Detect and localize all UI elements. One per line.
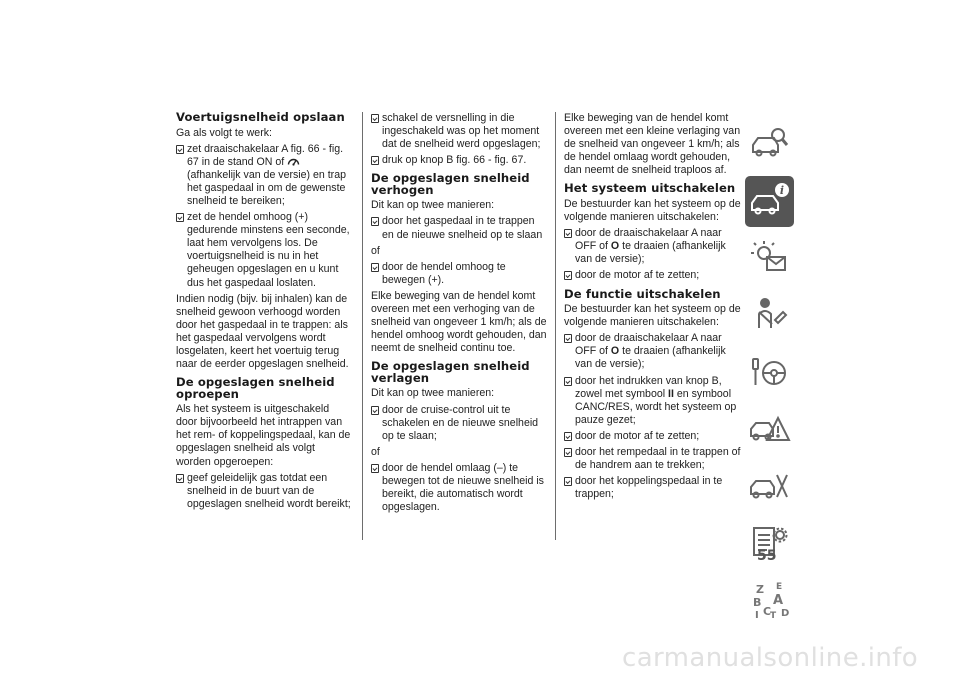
tab-car-info[interactable] [745,176,794,227]
list-item-text: door de cruise-control uit te schakelen en de nieuwe snelheid op te slaan; [382,403,539,442]
index-letter-c: C [763,605,772,618]
list-item-text: schakel de versnelling in die ingeschakeld was op het moment dat de snelheid werd opgeslagen; [382,112,541,151]
list-item-text: te draaien (afhankelijk van de versie); [575,240,726,266]
index-letter-a: A [773,593,784,608]
section-heading: De opgeslagen snelheid verhogen [371,171,530,197]
svg-text:i: i [779,184,785,197]
list-item-text: te draaien (afhankelijk van de versie); [575,345,726,371]
checkbox-bullet-icon [371,114,379,123]
checkbox-bullet-icon [371,217,379,226]
checkbox-bullet-icon [564,377,572,386]
list-item-text: door de hendel omlaag (–) te bewegen tot de nieuwe snelheid is bereikt, die automatisch wordt opgeslagen. [382,461,544,514]
paragraph: De bestuurder kan het systeem op de volgende manieren uitschakelen: [564,303,741,329]
list-item-text: druk op knop B fig. 66 - fig. 67. [382,154,527,167]
list-item-text: door de motor af te zetten; [575,429,700,442]
car-search-icon [745,119,794,170]
index-letter-e: E [776,582,783,592]
seatbelt-person-icon [745,290,794,341]
paragraph: of [371,244,380,257]
list-item-text: (afhankelijk van de versie) en trap het gaspedaal in om de gewenste snelheid te bereiken; [187,168,346,207]
list-item-text: door het rempedaal in te trappen of de handrem aan te trekken; [575,445,741,472]
list-item-text: door het gaspedaal in te trappen en de nieuwe snelheid op te slaan [382,215,543,241]
car-tools-icon [745,461,794,512]
column-3 [564,112,744,504]
tab-seatbelt-person[interactable] [745,290,794,341]
checkbox-bullet-icon [564,477,572,486]
list-item [371,112,549,151]
column-divider [555,112,556,540]
column-2 [371,112,549,517]
section-heading: De functie uitschakelen [564,286,721,301]
list-item [371,462,549,514]
index-letter-t: T [770,611,777,621]
index-letter-i: I [755,610,759,621]
list-item [564,475,744,501]
paragraph: Dit kan op twee manieren: [371,387,495,400]
checkbox-bullet-icon [564,271,572,280]
paragraph: Als het systeem is uitgeschakeld door bijvoorbeeld het intrappen van het rem- of koppelingspedaal, kan de opgeslagen snelheid als volgt worden opgeroepen: [176,403,351,468]
paragraph: Dit kan op twee manieren: [371,199,495,212]
paragraph: of [371,445,380,458]
tab-car-tools[interactable] [745,461,794,512]
tab-key-steering-wheel[interactable] [745,347,794,398]
checkbox-bullet-icon [176,213,184,222]
checkbox-bullet-icon [371,263,379,272]
checkbox-bullet-icon [564,334,572,343]
list-item [176,211,352,290]
watermark: carmanualsonline.info [622,643,919,673]
checkbox-bullet-icon [371,156,379,165]
list-item [371,154,549,167]
checkbox-bullet-icon [176,474,184,483]
index-letter-b: B [753,596,762,609]
list-item-text: door het koppelingspedaal in te trappen; [575,475,723,501]
checkbox-bullet-icon [371,406,379,415]
list-item [564,446,744,472]
checkbox-bullet-icon [564,229,572,238]
list-item [564,332,744,371]
key-steering-wheel-icon [745,347,794,398]
paragraph: De bestuurder kan het systeem op de volgende manieren uitschakelen: [564,197,741,224]
lights-message-icon [745,233,794,284]
checkbox-bullet-icon [371,464,379,473]
list-item-text: geef geleidelijk gas totdat een snelheid in de buurt van de opgeslagen snelheid wordt bereikt; [187,471,351,510]
list-item [564,430,744,443]
checkbox-bullet-icon [564,448,572,457]
list-item [176,472,352,511]
list-item-text: door de draaischakelaar A naar OFF of [575,332,722,358]
index-letter-d: D [781,608,790,619]
column-divider [362,112,363,540]
section-heading: De opgeslagen snelheid oproepen [176,375,335,401]
list-item [371,404,549,443]
list-item [564,227,744,266]
list-item [371,261,549,287]
index-letter-z: Z [756,583,764,596]
list-item-text: door de hendel omhoog te bewegen (+). [382,260,506,286]
tab-car-search[interactable] [745,119,794,170]
car-warning-triangle-icon [745,404,794,455]
list-item-text: door de draaischakelaar A naar OFF of [575,227,722,253]
paragraph: Elke beweging van de hendel komt overeen met een verhoging van de snelheid van ongeveer 1 km/h; als de hendel omhoog wordt gehouden, dan neemt de snelheid continu toe. [371,289,547,355]
list-item [564,269,744,282]
list-item-text: zet de hendel omhoog (+) gedurende minstens een seconde, laat hem vervolgens los. De voertuigsnelheid is nu in het geheugen opgeslagen en u kunt dus het gaspedaal loslaten. [187,211,350,289]
list-item-text: zet draaischakelaar A fig. 66 - fig. 67 in de stand ON of [187,142,344,168]
list-item-text: en symbool CANC/RES, wordt het systeem op pauze gezet; [575,387,737,426]
list-item [564,375,744,427]
symbol-o-glyph: O [610,345,620,358]
pause-symbol-glyph: II [668,387,674,400]
list-item [176,143,352,208]
symbol-o-glyph: O [610,240,620,253]
paragraph: Indien nodig (bijv. bij inhalen) kan de snelheid gewoon verhoogd worden door het gaspedaal in te trappen: als het gaspedaal vervolgens wordt losgelaten, keert het voertuig terug naar de eerder opgeslagen snelheid. [176,292,349,371]
section-heading: De opgeslagen snelheid verlagen [371,359,530,385]
checkbox-bullet-icon [564,432,572,441]
car-info-icon [745,176,794,227]
tab-car-warning[interactable] [745,404,794,455]
paragraph: Elke beweging van de hendel komt overeen met een kleine verlaging van de snelheid van ongeveer 1 km/h; als de hendel omlaag wordt gehouden, dan neemt de snelheid traploos af. [564,112,741,177]
list-item-text: door het indrukken van knop B, zowel met symbool [575,374,722,400]
alphabet-index-icon [745,575,794,626]
tab-alphabet-index[interactable] [745,575,794,626]
cruise-speedometer-icon [287,157,300,166]
page-number: 55 [757,548,777,564]
checkbox-bullet-icon [176,145,184,154]
section-heading: Het systeem uitschakelen [564,181,736,196]
section-heading: Voertuigsnelheid opslaan [176,110,345,124]
list-item-text: door de motor af te zetten; [575,269,700,282]
column-1 [176,112,352,514]
list-item [371,215,549,241]
tab-lights-message[interactable] [745,233,794,284]
paragraph: Ga als volgt te werk: [176,126,272,139]
